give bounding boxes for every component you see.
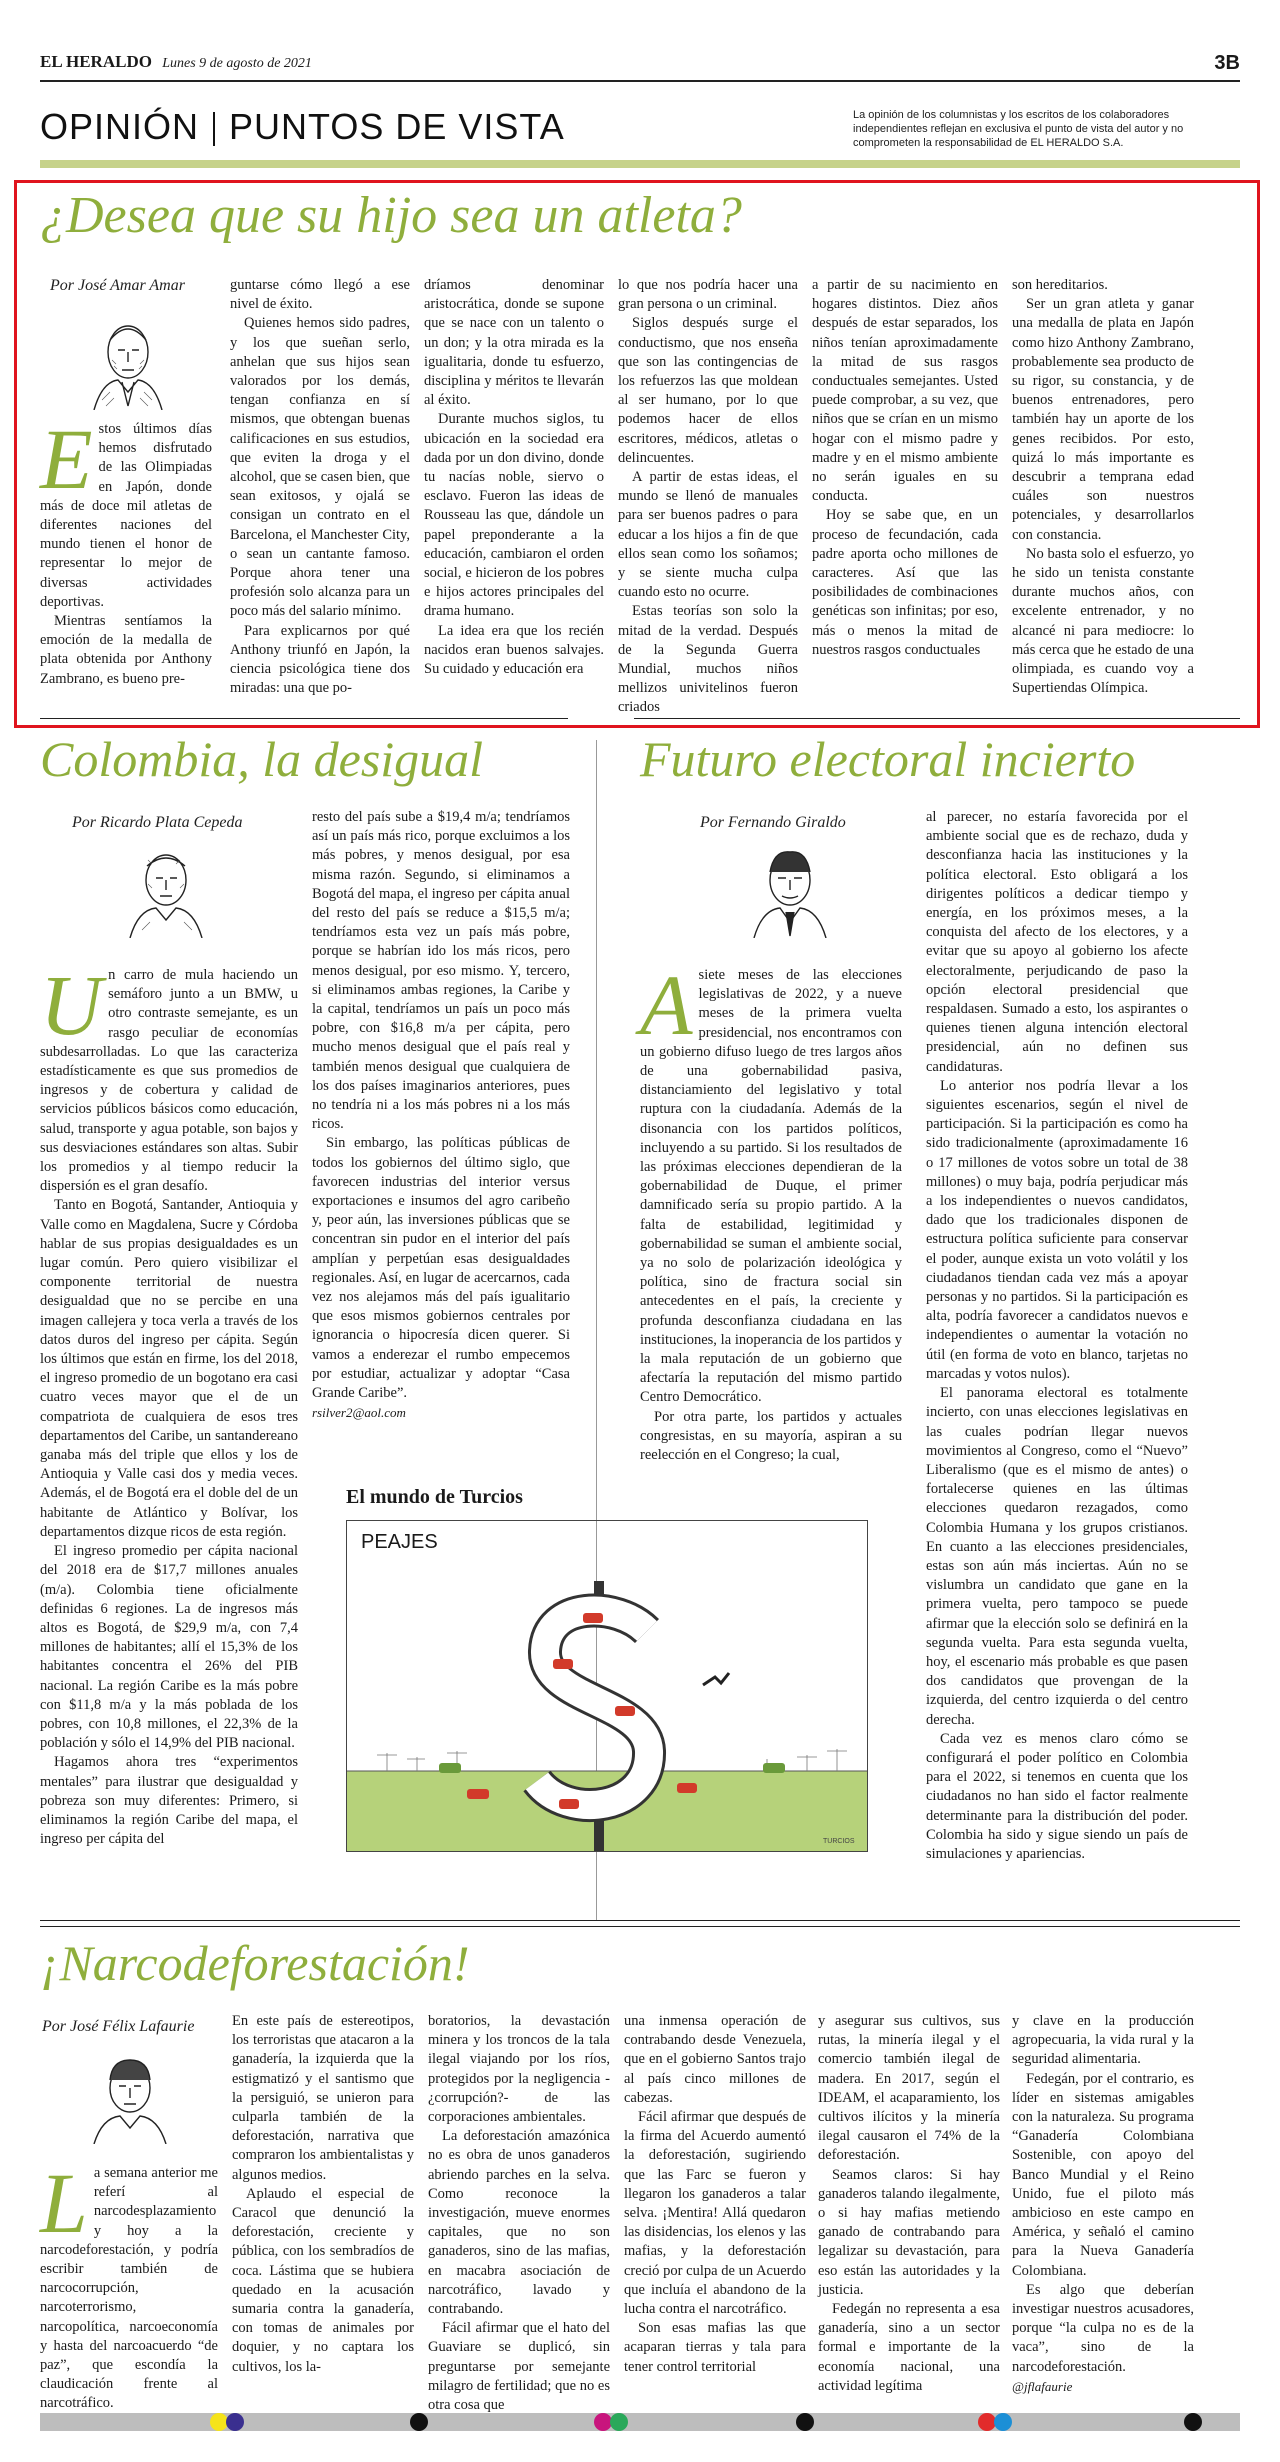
- article1-col6: [1012, 276, 1194, 698]
- paragraph: Quienes hemos sido padres, y los que sueñan serlo, anhelan que sus hijos sean valorados por los demás, tengan confianza en sí mismos, que obtengan buenas calificaciones en sus estudios, que eviten la droga y el alcohol, que se casen bien, que sean exitosos, y ojalá se consigan un contrato en el Barcelona, el Manchester City, o sean un cantante famoso. Porque ahora tener una profesión solo alcanza para un poco más del salario mínimo.: [230, 315, 410, 620]
- paragraph: Seamos claros: Si hay ganaderos talando ilegalmente, o si hay mafias metiendo ganado de contrabando para legalizar su devastación, para eso están las autoridades y la justicia.: [818, 2166, 1000, 2298]
- paragraph: una inmensa operación de contrabando desde Venezuela, que en el gobierno Santos trajo al país cinco millones de cabezas.: [624, 2013, 806, 2106]
- article2-col2: [312, 808, 570, 1423]
- paragraph: Hoy se sabe que, en un proceso de fecundación, cada padre aporta ocho millones de caracteres. Así que las posibilidades de combinaciones genéticas son infinitas; por eso, más o menos la mitad de nuestros rasgos conductuales: [812, 507, 998, 658]
- divider-rule: [634, 718, 1240, 719]
- article1-col3: [424, 276, 604, 679]
- registration-dot-black: [796, 2413, 814, 2431]
- article3-col2: [926, 808, 1188, 1864]
- paragraph: No basta solo el esfuerzo, yo he sido un tenista constante durante muchos años, con excelente entrenador, y no alcancé ni para mediocre: lo más cerca que he estado de una olimpiada, es cuando voy a Supertiendas Olímpica.: [1012, 545, 1194, 697]
- section-puntos: PUNTOS DE VISTA: [229, 106, 565, 147]
- cartoon-label: PEAJES: [361, 1531, 438, 1553]
- paragraph: y asegurar sus cultivos, sus rutas, la minería ilegal y el comercio también ilegal de madera. En 2017, según el IDEAM, el acaparamiento, los cultivos ilícitos y la minería ilegal causaron el 74% de la deforestación.: [818, 2013, 1000, 2164]
- registration-dot-green: [610, 2413, 628, 2431]
- cartoon: [346, 1520, 868, 1852]
- article4-author-portrait: [84, 2044, 176, 2144]
- paragraph: Son esas mafias las que acaparan tierras y tala para tener control territorial: [624, 2320, 806, 2375]
- article4-signature: @jflafaurie: [1012, 2378, 1073, 2394]
- paragraph: Para explicarnos por qué Anthony triunfó en Japón, la ciencia psicológica tiene dos miradas: una que po-: [230, 622, 410, 697]
- paragraph: La idea era que los recién nacidos eran buenos salvajes. Su cuidado y educación era: [424, 622, 604, 678]
- page-number: 3B: [1214, 52, 1240, 74]
- paragraph: son hereditarios.: [1012, 277, 1108, 293]
- article4-dropcap: L: [40, 2155, 88, 2251]
- paragraph: Por otra parte, los partidos y actuales congresistas, en su mayoría, aspiran a su reelección en el Congreso; la cual,: [640, 1408, 902, 1464]
- top-rule: [40, 80, 1240, 82]
- article4-title: ¡Narcodeforestación!: [40, 1935, 470, 1991]
- article4-col3: [428, 2012, 610, 2415]
- divider-rule: [40, 718, 568, 719]
- paragraph: Fedegán no representa a esa ganadería, sino a un sector formal e importante de la economía nacional, una actividad legítima: [818, 2301, 1000, 2394]
- newspaper-name: EL HERALDO: [40, 52, 152, 71]
- registration-dot-cyan: [994, 2413, 1012, 2431]
- article4-col2: [232, 2012, 414, 2377]
- paragraph: Sin embargo, las políticas públicas de todos los gobiernos del último siglo, que favorecen industrias del interior versus exportaciones e insumos del agro caribeño y, peor aún, las inversiones públicas que se concentran sin pudor en el interior del país amplían y perpetúan esas desigualdades regionales. Así, en lugar de acercarnos, cada vez nos alejamos más del país igualitario que esos mismos gobiernos centrales por ignorancia o hipocresía dicen querer. Si vamos a enderezar el rumbo empecemos por estudiar, actualizar y adoptar “Casa Grande Caribe”.: [312, 1135, 570, 1402]
- paragraph: n carro de mula haciendo un semáforo junto a un BMW, u otro contraste semejante, es un rasgo peculiar de economías subdesarrolladas. Lo que las caracteriza estadísticamente es que sus promedios de ingresos y de cobertura y calidad de servicios públicos básicos como educación, salud, transporte y agua potable, son bajos y sus desviaciones estándares son altas. Subir los promedios y al tiempo reducir la dispersión es el gran desafío.: [40, 967, 298, 1195]
- paragraph: resto del país sube a $19,4 m/a; tendríamos así un país más rico, porque excluimos a los más pobres, y menos desigual, por esa misma razón. Segundo, si eliminamos a Bogotá del mapa, el ingreso per cápita anual del resto del país se reduce a $15,5 m/a; tendríamos esta vez un país más pobre, porque se habrían ido los más ricos, pero menos desigual, por eso mismo. Y, tercero, si eliminamos ambas regiones, la Caribe y la capital, tendríamos un país un poco más pobre, con $16,8 m/a per cápita, pero mucho menos desigual que el país real y también menos desigual que cualquiera de los dos países imaginarios anteriores, pues no tendría ni a los más pobres ni a los más ricos.: [312, 809, 570, 1133]
- paragraph: Fácil afirmar que después de la firma del Acuerdo aumentó la deforestación, sugiriendo que las Farc se fueron y llegaron los ganaderos a talar selva. ¡Mentira! Allá quedaron las disidencias, los elenos y las mafias, y la deforestación creció por culpa de un Acuerdo que incluía el abandono de la lucha contra el narcotráfico.: [624, 2109, 806, 2318]
- article2-byline: Por Ricardo Plata Cepeda: [72, 814, 243, 831]
- paragraph: lo que nos podría hacer una gran persona o un criminal.: [618, 277, 798, 313]
- paragraph: A partir de estas ideas, el mundo se llenó de manuales para ser buenos padres o para educar a los hijos a fin de que ellos sean como los soñamos; y se siente mucha culpa cuando esto no ocurre.: [618, 469, 798, 601]
- paragraph: Hagamos ahora tres “experimentos mentales” para ilustrar que desigualdad y pobreza son muy diferentes: Primero, si eliminamos la región Caribe del mapa, el ingreso per cápita del: [40, 1754, 298, 1848]
- article4-col4: [624, 2012, 806, 2377]
- article2-signature: rsilver2@aol.com: [312, 1405, 406, 1421]
- paragraph: a semana anterior me referí al narcodesplazamiento y hoy a la narcodeforestación, y podría escribir también de narcocorrupción, narcoterrorismo, narcopolítica, narcoeconomía y hasta del narcoacuerdo “de paz”, que escondía la claudicación frente al narcotráfico.: [40, 2165, 218, 2412]
- paragraph: Lo anterior nos podría llevar a los siguientes escenarios, según el nivel de participación. Si la participación es como ha sido tradicionalmente (aproximadamente 16 o 17 millones de votos sobre un total de 38 millones) o muy baja, podría perjudicar más a los independientes o nuevos candidatos, dado que los tradicionales disponen de estructura política suficiente para conservar el poder, aunque exista un voto volátil y los ciudadanos tiendan cada vez más a apoyar personas y no partidos. Si la participación es alta, podría favorecer a candidatos nuevos e independientes o aumentar la votación no útil (en forma de voto en blanco, tarjetas no marcadas y votos nulos).: [926, 1077, 1188, 1382]
- paragraph: Fedegán, por el contrario, es líder en sistemas amigables con la naturaleza. Su programa “Ganadería Colombiana Sostenible, con apoyo del Banco Mundial y el Reino Unido, fue el piloto más ambicioso en este campo en América, y señaló el camino para la Nueva Ganadería Colombiana.: [1012, 2070, 1194, 2279]
- paragraph: Mientras sentíamos la emoción de la medalla de plata obtenida por Anthony Zambrano, es bueno pre-: [40, 613, 212, 687]
- paragraph: Aplaudo el especial de Caracol que denunció la deforestación, creciente y pública, con los sembradíos de coca. Lástima que se hubiera quedado en la acusación sumaria contra la ganadería, con tomas de animales por doquier, y no captara los cultivos, los la-: [232, 2185, 414, 2375]
- article4-col5: [818, 2012, 1000, 2396]
- paragraph: En este país de estereotipos, los terroristas que atacaron a la ganadería, la izquierda que la estigmatizó y el santismo que la persiguió, se unieron para culparla también de la deforestación, narrativa que compraron los ambientalistas y algunos medios.: [232, 2013, 414, 2183]
- paragraph: El ingreso promedio per cápita nacional del 2018 era de $17,7 millones anuales (m/a). Colombia tiene oficialmente definidas 6 regiones. La de ingresos más altos es Bogotá, de $29,9 m/a, con 7,4 millones de habitantes; allí el 15,3% de los habitantes concentra el 26% del PIB nacional. La región Caribe es la más pobre con $11,8 m/a y la más poblada de los pobres, con 10,8 millones, el 22,3% de la población y sólo el 14,9% del PIB nacional.: [40, 1543, 298, 1752]
- article3-author-portrait: [744, 838, 836, 938]
- paragraph: Estas teorías son solo la mitad de la verdad. Después de la Segunda Guerra Mundial, muchos niños mellizos univitelinos fueron criados: [618, 603, 798, 716]
- article1-col1: [40, 411, 212, 689]
- article2-title: Colombia, la desigual: [40, 731, 484, 787]
- paragraph: Durante muchos siglos, tu ubicación en la sociedad era dada por un don divino, donde tu nacías noble, siervo o esclavo. Fueron las ideas de Rousseau las que, dándole un papel preponderante a la educación, cambiaron el orden social, e hicieron de los pobres e hijos actores principales del drama humano.: [424, 411, 604, 620]
- section-green-bar: [40, 160, 1240, 168]
- divider-rule: [40, 1926, 1240, 1927]
- article1-dropcap: E: [40, 411, 93, 507]
- paragraph: y clave en la producción agropecuaria, la vida rural y la seguridad alimentaria.: [1012, 2013, 1194, 2068]
- section-divider: [213, 112, 215, 146]
- article4-byline: Por José Félix Lafaurie: [42, 2018, 195, 2035]
- masthead: [40, 52, 312, 72]
- paragraph: Es algo que deberían investigar nuestros acusadores, porque “la culpa no es de la vaca”, sino de la narcodeforestación.: [1012, 2281, 1194, 2375]
- article1-col2: [230, 276, 410, 698]
- registration-dot-black: [410, 2413, 428, 2431]
- paragraph: Siglos después surge el conductismo, que nos enseña que son las contingencias de los refuerzos las que moldean al ser humano, por lo que podemos hacer de ellos escritores, médicos, atletas o delincuentes.: [618, 315, 798, 466]
- registration-dot-black: [1184, 2413, 1202, 2431]
- paragraph: siete meses de las elecciones legislativas de 2022, y a nueve meses de la primera vuelta presidencial, nos encontramos con un gobierno difuso luego de tres largos años de una gobernabilidad pasiva, distanciamiento del legislativo y total ruptura con la ciudadanía. Además de la disonancia con los partidos políticos, incluyendo a su partido. Si los resultados de las próximas elecciones dependieran de la gobernabilidad de Duque, el primer damnificado sería su propio partido. A la falta de estabilidad, legitimidad y gobernabilidad se suman el ambiente social, ya no solo de polarización ideológica y política, sino de fractura social sin antecedentes en el país, la creciente y profunda desconfianza ciudadana en las instituciones, la inoperancia de los partidos y la mala reputación de un gobierno que afectaría la reputación del mismo partido Centro Democrático.: [640, 967, 902, 1406]
- cartoon-drawing: [347, 1521, 867, 1851]
- paragraph: Tanto en Bogotá, Santander, Antioquia y Valle como en Magdalena, Sucre y Córdoba hablar de sus propias desigualdades es un lugar común. Pero quiero visibilizar el componente territorial de nuestra desigualdad que no se percibe en una imagen callejera y toca verla a través de los datos duros del ingreso per cápita. Según los últimos que están en firme, los del 2018, el ingreso promedio de un bogotano era casi cuatro veces mayor que el de un compatriota de cualquiera de esos tres departamentos del Caribe, un santandereano ganaba más del triple que ellos y los de Antioquia y Valle casi dos y media veces. Además, el de Bogotá era el doble del de un habitante de Atlántico y Bolívar, los departamentos dizque ricos de esta región.: [40, 1197, 298, 1540]
- disclaimer: La opinión de los columnistas y los escritos de los colaboradores independientes reflejan en exclusiva el punto de vista del autor y no comprometen la responsabilidad de EL HERALDO S.A.: [853, 109, 1184, 149]
- article4-col6: [1012, 2012, 1194, 2396]
- paragraph: dríamos denominar aristocrática, donde se supone que se nace con un talento o un don; y la otra mirada es la igualitaria, donde tu esfuerzo, disciplina y méritos te llevarán al éxito.: [424, 277, 604, 409]
- article3-dropcap: A: [640, 957, 693, 1053]
- article1-author-portrait: [82, 310, 174, 410]
- article3-col1: [640, 957, 902, 1465]
- paragraph: boratorios, la devastación minera y los troncos de la tala ilegal viajando por los ríos, protegidos por la negligencia -¿corrupción?- de las corporaciones ambientales.: [428, 2013, 610, 2126]
- paragraph: stos últimos días hemos disfrutado de las Olimpiadas en Japón, donde más de doce mil atletas de diferentes naciones del mundo tienen el honor de representar lo mejor de diversas actividades deportivas.: [40, 421, 212, 610]
- paragraph: Ser un gran atleta y ganar una medalla de plata en Japón como hizo Anthony Zambrano, probablemente sea producto de su rigor, su constancia, y de buenos entrenadores, pero también hay un aporte de los genes recibidos. Por esto, quizá lo más importante es descubrir a temprana edad cuáles son nuestros potenciales, y desarrollarlos con constancia.: [1012, 296, 1194, 543]
- article1-col5: [812, 276, 998, 660]
- article4-col1: [40, 2155, 218, 2414]
- paragraph: Cada vez es menos claro cómo se configurará el poder político en Colombia para el 2022, si tenemos en cuenta que los ciudadanos no han sido el factor realmente determinante para la distribución del poder. Colombia ha sido y sigue siendo un país de simulaciones y apariencias.: [926, 1730, 1188, 1862]
- cartoon-title: El mundo de Turcios: [346, 1486, 523, 1508]
- article2-col1: [40, 957, 298, 1849]
- article3-title: Futuro electoral incierto: [640, 731, 1136, 787]
- section-title: [40, 106, 565, 148]
- article1-col4: [618, 276, 798, 718]
- paragraph: El panorama electoral es totalmente incierto, con unas elecciones legislativas en las cuales podrían llegar nuevos movimientos al Congreso, como el “Nuevo” Liberalismo (que es el mismo de antes) o fortalecerse quienes en las últimas elecciones quedaron rezagados, como Colombia Humana y los grupos cristianos. En cuanto a las elecciones presidenciales, estas son aún más inciertas. Aún no se vislumbra un candidato que gane en la primera vuelta, pero tampoco se puede afirmar que la elección solo se definirá en la segunda vuelta. Para esta segunda vuelta, hoy, el escenario más probable es que pasen dos candidatos que provengan de la izquierda, del centro izquierda o del centro derecha.: [926, 1385, 1188, 1728]
- article1-title: ¿Desea que su hijo sea un atleta?: [40, 187, 742, 244]
- section-opinion: OPINIÓN: [40, 106, 200, 147]
- paragraph: al parecer, no estaría favorecida por el ambiente social que es de rechazo, duda y desconfianza hacia las instituciones y la política electoral. Esto obligará a los dirigentes políticos a dedicar tiempo y energía, en los próximos meses, a la conquista del afecto de los electores, y a evitar que su apoyo al gobierno los afecte electoralmente, perjudicando de paso la opción electoral presidencial que respaldasen. Sumado a esto, los aspirantes o quienes tienen alguna intención electoral presidencial, aún no definen sus candidaturas.: [926, 809, 1188, 1075]
- cartoon-signature: TURCIOS: [823, 1838, 855, 1845]
- paragraph: guntarse cómo llegó a ese nivel de éxito.: [230, 277, 410, 313]
- issue-date: Lunes 9 de agosto de 2021: [162, 56, 312, 71]
- paragraph: Fácil afirmar que el hato del Guaviare se duplicó, sin preguntarse por semejante milagro de fertilidad; que no es otra cosa que: [428, 2320, 610, 2414]
- paragraph: a partir de su nacimiento en hogares distintos. Diez años después de estar separados, los niños tenían aproximadamente la mitad de sus rasgos conductuales semejantes. Usted puede comprobar, a su vez, que niños que se crían en un mismo hogar con el mismo padre y madre y en el mismo ambiente no serán iguales en su conducta.: [812, 277, 998, 505]
- article3-byline: Por Fernando Giraldo: [700, 814, 846, 831]
- article2-dropcap: U: [40, 957, 103, 1053]
- article1-byline: Por José Amar Amar: [50, 277, 185, 294]
- registration-dot-blue: [226, 2413, 244, 2431]
- article2-author-portrait: [120, 838, 212, 938]
- paragraph: La deforestación amazónica no es obra de unos ganaderos abriendo parches en la selva. Como reconoce la investigación, mueve enormes capitales, que no son ganaderos, sino de las mafias, en macabra asociación de narcotráfico, lavado y contrabando.: [428, 2128, 610, 2318]
- divider-rule: [40, 1920, 1240, 1921]
